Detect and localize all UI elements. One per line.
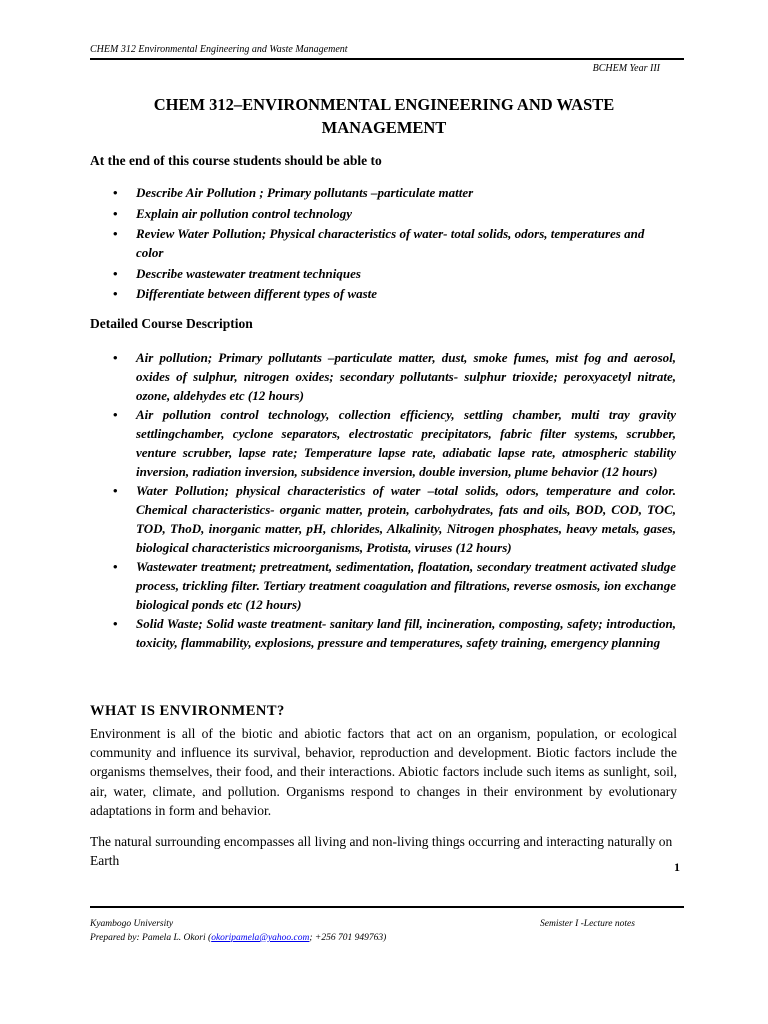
objective-item: • Explain air pollution control technology [113,204,673,223]
section-heading-environment: WHAT IS ENVIRONMENT? [90,703,285,719]
objectives-intro: At the end of this course students should be able to [90,153,382,168]
objective-item: • Review Water Pollution; Physical characteristics of water- total solids, odors, temperatures and color [113,224,673,262]
page-number: 1 [674,860,680,874]
footer-prepared-prefix: Prepared by: Pamela L. Okori ( [90,933,212,943]
running-header-course: CHEM 312 Environmental Engineering and Waste Management [90,44,348,55]
detail-item: • Air pollution control technology, collection efficiency, settling chamber, multi tray gravity settlingchamber, cyclone separators, electrostatic precipitators, fabric filter systems, scrubber, venture scrubber, lapse rate; Temperature lapse rate, adiabatic lapse rate, atmospheric stability inversion, radiation inversion, subsidence inversion, double inversion, plume behavior (12 hours) [113,405,676,481]
detail-item: • Air pollution; Primary pollutants –particulate matter, dust, smoke fumes, mist fog and aerosol, oxides of sulphur, nitrogen oxides; secondary pollutants- sulphur trioxide; peroxyacetyl nitrate, ozone, aldehydes etc (12 hours) [113,348,676,405]
running-header-year: BCHEM Year III [592,63,660,74]
footer-prepared-by [90,933,386,943]
footer-prepared-suffix: ; +256 701 949763) [309,933,387,943]
detail-list [113,348,676,652]
detail-item: • Wastewater treatment; pretreatment, sedimentation, floatation, secondary treatment activated sludge process, trickling filter. Tertiary treatment coagulation and filtrations, reverse osmosis, ion exchange biological ponds etc (12 hours) [113,557,676,614]
footer-semester: Semister I -Lecture notes [540,919,635,929]
objective-item: • Describe Air Pollution ; Primary pollutants –particulate matter [113,183,673,202]
environment-paragraph-2: The natural surrounding encompasses all living and non-living things occurring and interacting naturally on Earth [90,834,673,869]
detail-heading: Detailed Course Description [90,316,253,331]
header-rule [90,58,684,60]
environment-paragraph: Environment is all of the biotic and abiotic factors that act on an organism, population, or ecological community and influence its survival, behavior, reproduction and development. Biotic factors include the organisms themselves, their food, and their interactions. Abiotic factors include such items as sunlight, soil, air, water, climate, and pollution. Organisms respond to changes in their environment by evolutionary adaptations in form and behavior. [90,726,677,818]
document-title: CHEM 312–ENVIRONMENTAL ENGINEERING AND WASTE MANAGEMENT [153,95,615,137]
objective-item: • Differentiate between different types of waste [113,284,673,303]
objective-item: • Describe wastewater treatment techniques [113,264,673,283]
footer-rule [90,906,684,908]
objectives-list [113,183,673,305]
author-email-link[interactable]: okoripamela@yahoo.com [211,933,310,943]
detail-item: • Solid Waste; Solid waste treatment- sanitary land fill, incineration, composting, safety; introduction, toxicity, flammability, explosions, pressure and temperatures, safety training, emergency planning [113,614,676,652]
detail-item: • Water Pollution; physical characteristics of water –total solids, odors, temperature and color. Chemical characteristics- organic matter, protein, carbohydrates, fats and oils, BOD, COD, TOC, TOD, ThoD, inorganic matter, pH, chlorides, Alkalinity, Nitrogen phosphates, heavy metals, gases, biological characteristics microorganisms, Protista, viruses (12 hours) [113,481,676,557]
footer-university: Kyambogo University [90,919,174,929]
